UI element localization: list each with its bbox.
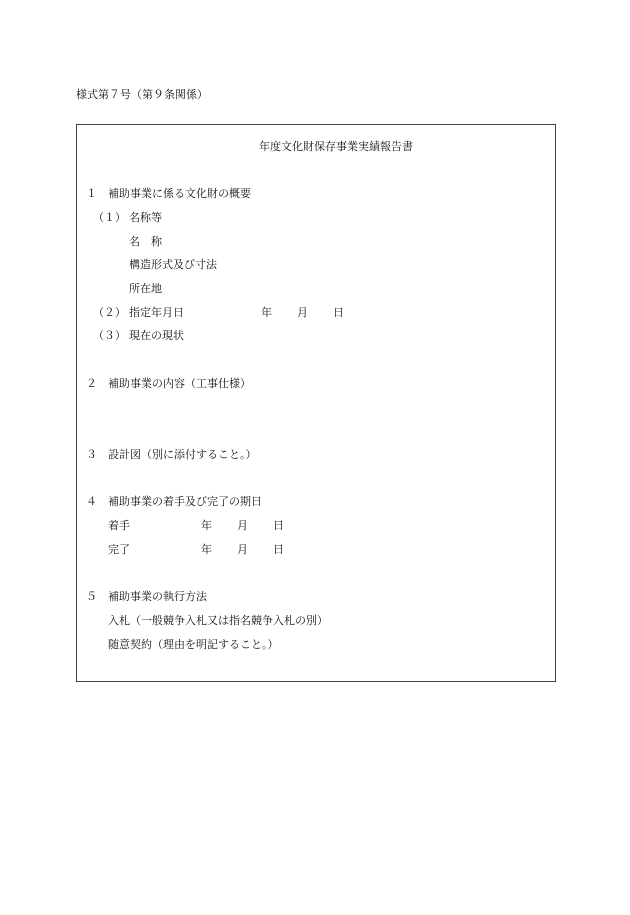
section-1-heading: １ 補助事業に係る文化財の概要	[86, 187, 251, 200]
complete-month: 月	[237, 543, 248, 556]
designation-month: 月	[297, 306, 308, 319]
section-1-1-label: （１）	[93, 211, 126, 224]
complete-day: 日	[273, 543, 284, 556]
method-negotiated: 随意契約（理由を明記すること。）	[108, 638, 279, 651]
section-1-3-label: （３）	[93, 329, 126, 342]
field-location: 所在地	[129, 282, 162, 295]
designation-year: 年	[261, 306, 272, 319]
field-structure: 構造形式及び寸法	[129, 258, 217, 271]
complete-year: 年	[201, 543, 212, 556]
section-1-3-text: 現在の現状	[129, 329, 184, 342]
section-3-heading: ３ 設計図（別に添付すること。）	[86, 448, 257, 461]
form-title: 年度文化財保存事業実績報告書	[259, 140, 413, 153]
section-2-heading: ２ 補助事業の内容（工事仕様）	[86, 377, 251, 390]
start-day: 日	[273, 519, 284, 532]
start-label: 着手	[108, 519, 130, 532]
field-name: 名 称	[129, 235, 162, 248]
section-1-2-text: 指定年月日	[129, 306, 184, 319]
form-number: 様式第７号（第９条関係）	[76, 88, 208, 101]
designation-day: 日	[333, 306, 344, 319]
complete-label: 完了	[108, 543, 130, 556]
section-4-heading: ４ 補助事業の着手及び完了の期日	[86, 495, 262, 508]
start-month: 月	[237, 519, 248, 532]
section-5-heading: ５ 補助事業の執行方法	[86, 590, 207, 603]
start-year: 年	[201, 519, 212, 532]
report-form	[76, 124, 556, 682]
section-1-1-text: 名称等	[129, 211, 162, 224]
section-1-2-label: （２）	[93, 306, 126, 319]
method-bid: 入札（一般競争入札又は指名競争入札の別）	[108, 614, 328, 627]
